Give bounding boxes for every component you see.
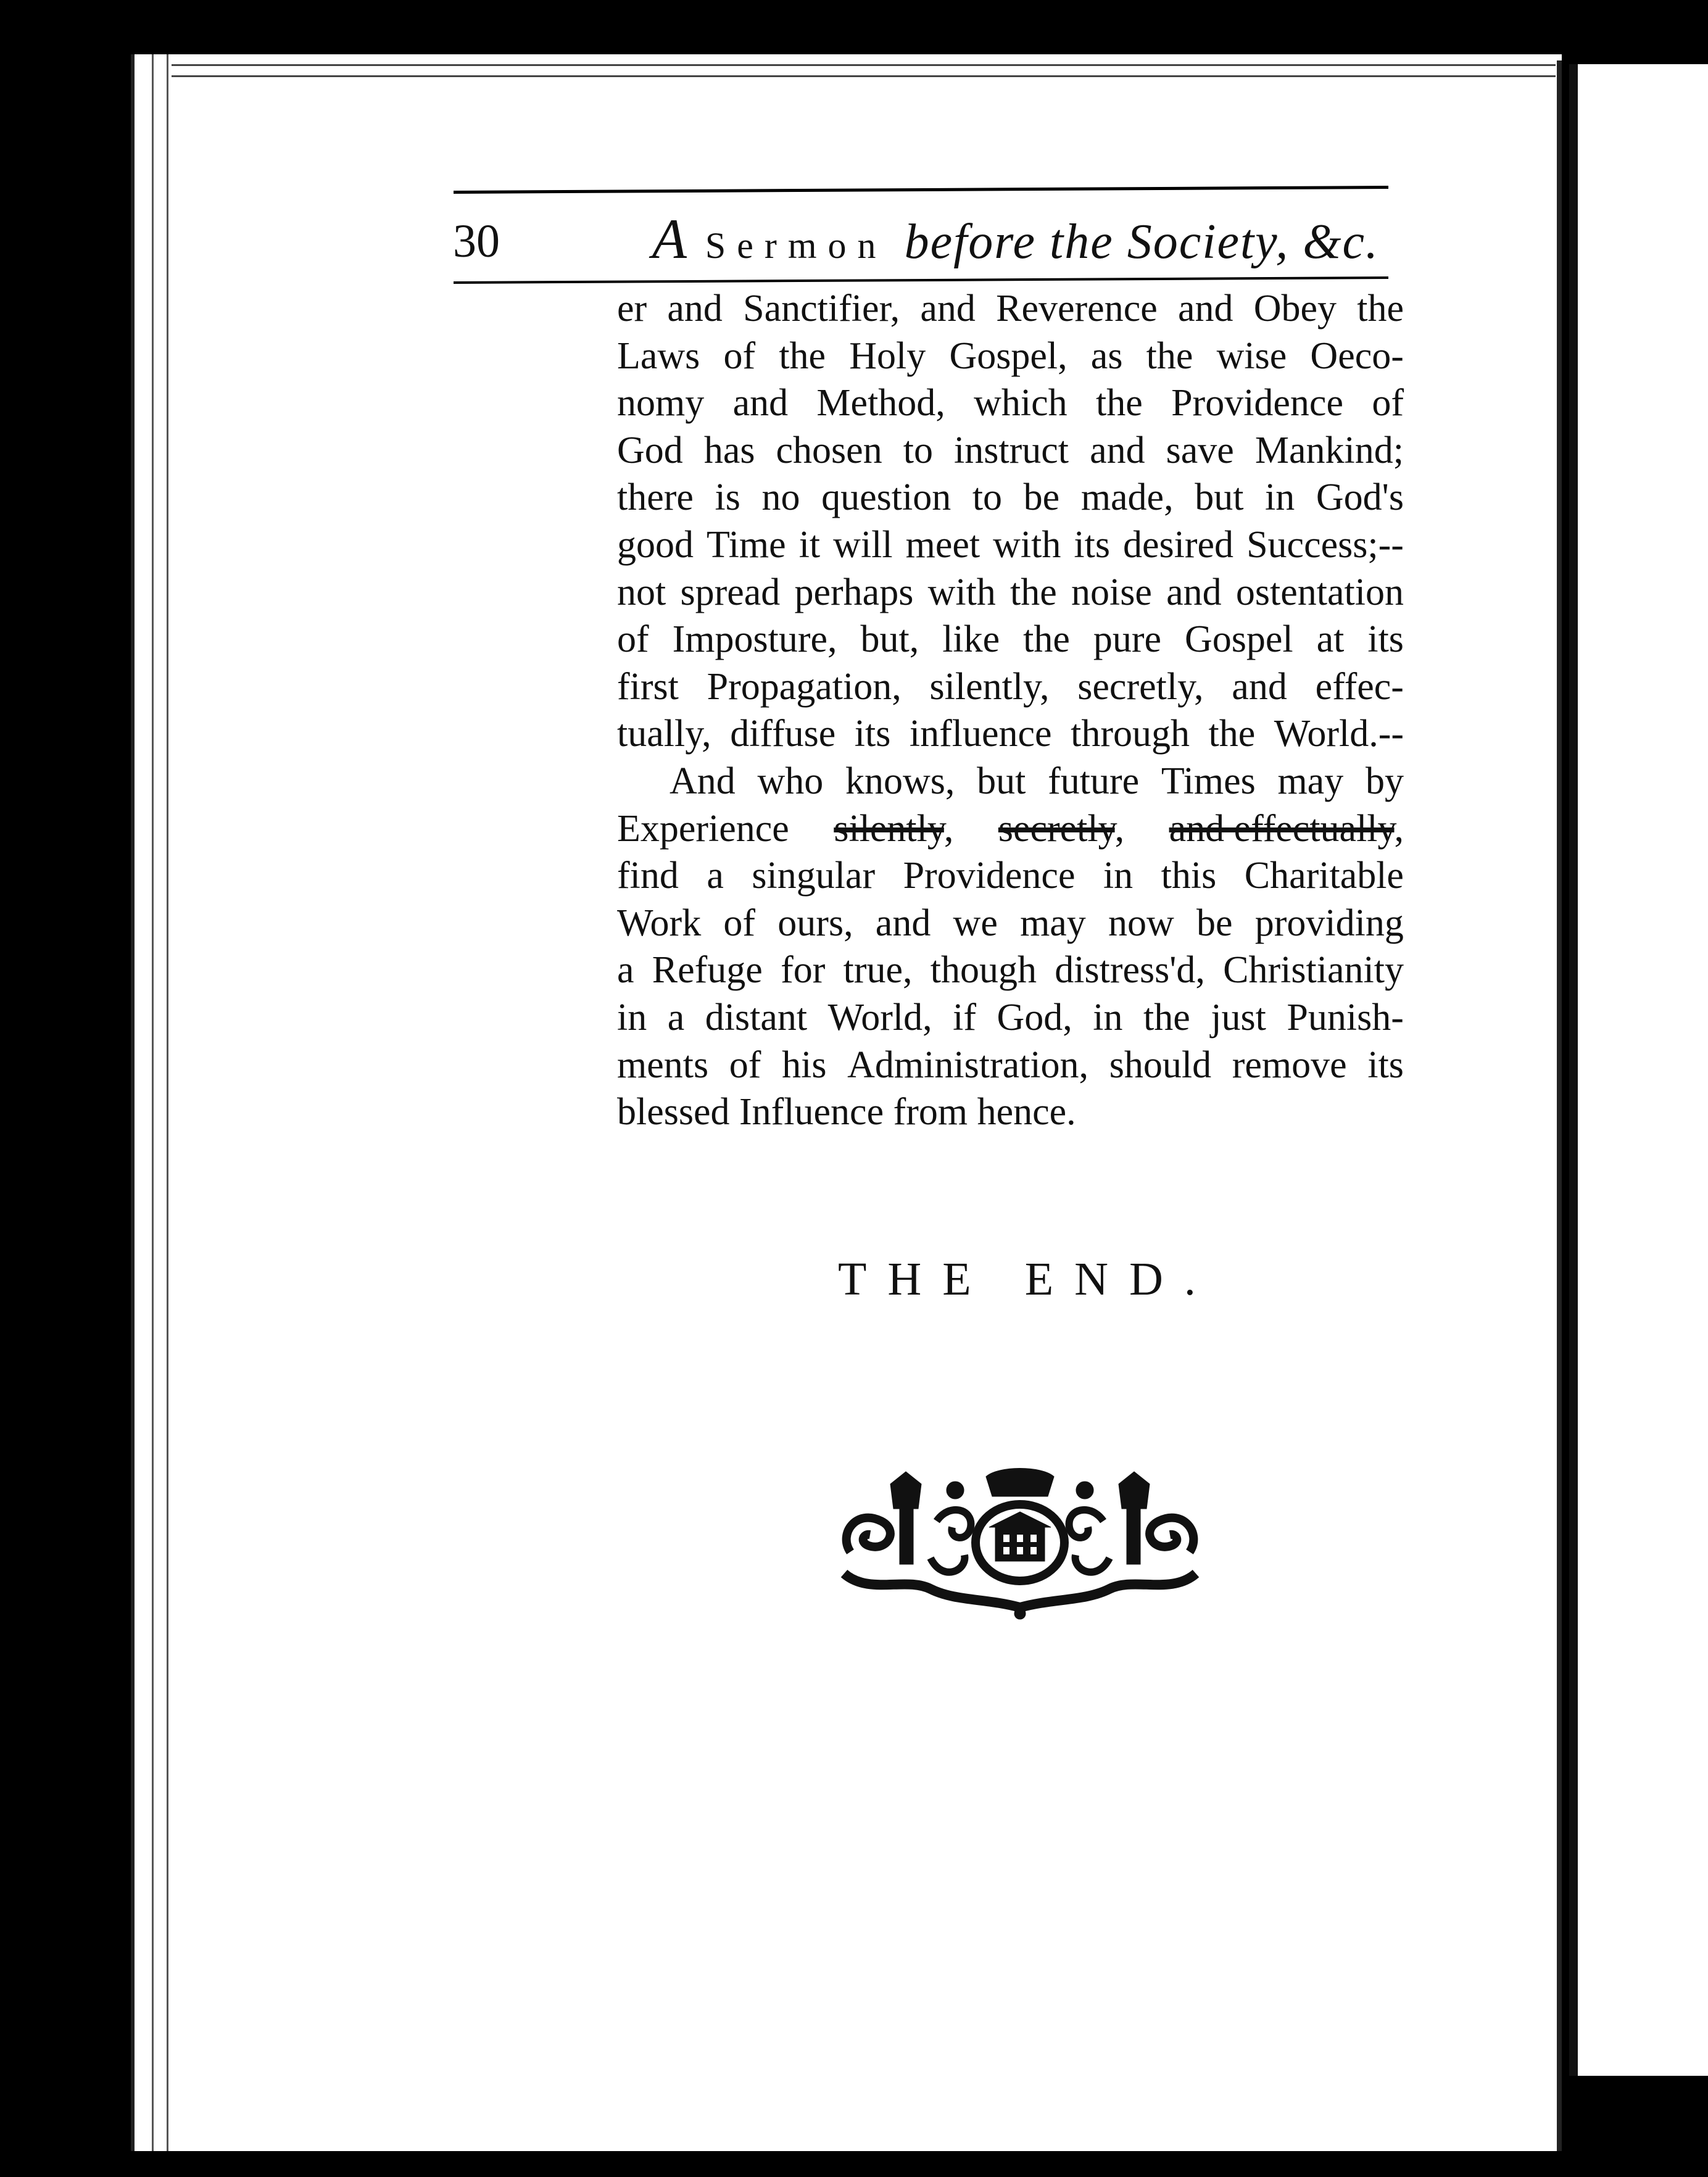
word: God's [1316, 476, 1404, 519]
word: nomy [617, 382, 705, 425]
word: Method, [816, 382, 945, 425]
word: Punish- [1287, 996, 1404, 1039]
word: of [617, 618, 649, 661]
word: wise [1216, 334, 1287, 377]
text-line [617, 1088, 1404, 1136]
word: with [927, 571, 996, 613]
word: Reverence [996, 288, 1158, 330]
word: be [1023, 476, 1060, 519]
text-line [617, 994, 1404, 1042]
word: desired [1123, 523, 1234, 566]
word: to [972, 476, 1003, 519]
word: and [667, 288, 723, 330]
word: by [1365, 760, 1404, 802]
word: providing [1254, 902, 1404, 944]
word: who [757, 760, 824, 802]
word: the [779, 334, 826, 377]
tailpiece-ornament-icon [832, 1466, 1208, 1620]
word: in [617, 996, 647, 1039]
word: and [920, 288, 976, 330]
word: there [617, 476, 694, 519]
word: and [875, 902, 931, 944]
paragraph-rest [617, 852, 1404, 1088]
word: not [617, 571, 666, 613]
word: this [1161, 855, 1217, 897]
struck-text: silently [834, 807, 944, 850]
word: in [1265, 476, 1295, 519]
punctuation: , [943, 807, 954, 850]
paragraph [617, 758, 1404, 1136]
word: Work [617, 902, 702, 944]
word: Refuge [652, 949, 763, 992]
punctuation: , [1394, 807, 1404, 850]
word: Gospel, [949, 334, 1068, 377]
text-line [617, 616, 1404, 663]
word: we [953, 902, 998, 944]
word: and [732, 382, 789, 425]
word: ours, [777, 902, 853, 944]
word: of [723, 334, 756, 377]
word: no [761, 476, 800, 519]
word: World.-- [1274, 713, 1404, 755]
word: Providence [1171, 382, 1343, 425]
page-edge [1557, 60, 1562, 2151]
word: which [974, 382, 1068, 425]
word: silently, [929, 665, 1050, 708]
word: find [617, 855, 679, 897]
word: may [1277, 760, 1344, 802]
page-edge [172, 64, 1556, 66]
word: save [1166, 429, 1234, 471]
punctuation: , [1114, 807, 1125, 850]
struck-word [1169, 805, 1404, 853]
word: is [715, 476, 740, 519]
word: has [703, 429, 755, 471]
word: Gospel [1185, 618, 1293, 661]
text-line [617, 1042, 1404, 1089]
text-line [617, 521, 1404, 569]
struck-text: and effectually [1169, 807, 1395, 850]
word: of [1372, 382, 1404, 425]
text-line [617, 805, 1404, 853]
word: but, [860, 618, 919, 661]
word: its [1074, 523, 1110, 566]
word: at [1316, 618, 1345, 661]
struck-word [834, 805, 953, 853]
text-line [617, 427, 1404, 475]
the-end-heading: THE END. [838, 1253, 1217, 1305]
word: with [993, 523, 1061, 566]
page-edge [152, 54, 154, 2151]
word: its [1367, 1043, 1404, 1086]
word: the [1143, 996, 1190, 1039]
word: pure [1093, 618, 1162, 661]
text-line [617, 474, 1404, 521]
word: of [729, 1043, 761, 1086]
facing-page-edge [1569, 64, 1708, 2076]
word: Christianity [1223, 949, 1404, 992]
word: of [723, 902, 756, 944]
word: through [1071, 713, 1190, 755]
page-edge [172, 75, 1556, 77]
word: its [1367, 618, 1404, 661]
word: future [1048, 760, 1140, 802]
text-line [617, 947, 1404, 994]
word: its [854, 713, 891, 755]
word: his [782, 1043, 827, 1086]
word: the [1208, 713, 1256, 755]
word: a [667, 996, 685, 1039]
word: first [617, 665, 679, 708]
word: a [617, 949, 634, 992]
word: and [1090, 429, 1145, 471]
word: ments [617, 1043, 709, 1086]
word: now [1108, 902, 1174, 944]
word: should [1109, 1043, 1212, 1086]
word: er [617, 288, 647, 330]
word: good [617, 523, 694, 566]
word: but [977, 760, 1026, 802]
word: instruct [954, 429, 1069, 471]
running-head [450, 196, 1391, 270]
word: and [1232, 665, 1287, 708]
title-smallcaps: Sermon [705, 225, 887, 266]
word: Time [707, 523, 786, 566]
word: the [1146, 334, 1193, 377]
word: the [1023, 618, 1070, 661]
word: just [1211, 996, 1266, 1039]
struck-text: secretly [998, 807, 1115, 850]
page-number: 30 [453, 215, 500, 267]
text-line [617, 333, 1404, 380]
word: in [1093, 996, 1123, 1039]
word: the [1095, 382, 1143, 425]
word: And [670, 760, 736, 802]
word: Charitable [1244, 855, 1404, 897]
word: Times [1161, 760, 1256, 802]
word: World, [827, 996, 932, 1039]
text-line [617, 379, 1404, 427]
word: as [1090, 334, 1123, 377]
word: ostentation [1235, 571, 1404, 613]
text-line [617, 285, 1404, 333]
running-head-title [652, 206, 1379, 272]
word: chosen [776, 429, 882, 471]
word: made, [1080, 476, 1174, 519]
word: but [1195, 476, 1244, 519]
word: Holy [849, 334, 926, 377]
word: influence [909, 713, 1052, 755]
word: distress'd, [1055, 949, 1205, 992]
title-rest: before the Society, &c. [904, 215, 1379, 269]
word: and [1166, 571, 1222, 613]
word: Obey [1253, 288, 1337, 330]
word: tually, [617, 713, 711, 755]
word: diffuse [730, 713, 836, 755]
word: Sanctifier, [743, 288, 900, 330]
word: the [1010, 571, 1057, 613]
word: God, [997, 996, 1072, 1039]
word: true, [843, 949, 913, 992]
text-line [617, 900, 1404, 947]
word: perhaps [794, 571, 914, 613]
word: for [781, 949, 826, 992]
word: Administration, [847, 1043, 1089, 1086]
body-text [617, 285, 1404, 1136]
word: Success;-- [1246, 523, 1404, 566]
word: question [821, 476, 951, 519]
word: Experience [617, 807, 789, 850]
word: meet [905, 523, 980, 566]
text-line [617, 758, 1404, 805]
word: a [707, 855, 724, 897]
word: distant [705, 996, 808, 1039]
last-line-text: blessed Influence from hence. [617, 1091, 1076, 1134]
text-line [617, 569, 1404, 616]
struck-word [998, 805, 1124, 853]
word: noise [1071, 571, 1152, 613]
word: secretly, [1077, 665, 1204, 708]
word: Laws [617, 334, 700, 377]
word: though [930, 949, 1037, 992]
word: will [833, 523, 893, 566]
word: in [1103, 855, 1134, 897]
word: remove [1232, 1043, 1347, 1086]
text-line [617, 663, 1404, 711]
word: it [798, 523, 821, 566]
word: like [942, 618, 1000, 661]
word: and [1177, 288, 1233, 330]
text-line [617, 710, 1404, 758]
word: Propagation, [707, 665, 902, 708]
word: be [1196, 902, 1233, 944]
word: to [903, 429, 933, 471]
text-line [617, 852, 1404, 900]
word: Oeco- [1310, 334, 1404, 377]
word: may [1020, 902, 1086, 944]
paragraph [617, 285, 1404, 758]
page-edge [167, 54, 168, 2151]
word: spread [680, 571, 781, 613]
word: knows, [845, 760, 955, 802]
word: the [1357, 288, 1404, 330]
word: effec- [1315, 665, 1404, 708]
word: Providence [903, 855, 1076, 897]
word: God [617, 429, 683, 471]
word: Mankind; [1254, 429, 1404, 471]
title-initial: A [652, 207, 688, 270]
word: if [953, 996, 976, 1039]
word: singular [752, 855, 876, 897]
word: Imposture, [672, 618, 837, 661]
